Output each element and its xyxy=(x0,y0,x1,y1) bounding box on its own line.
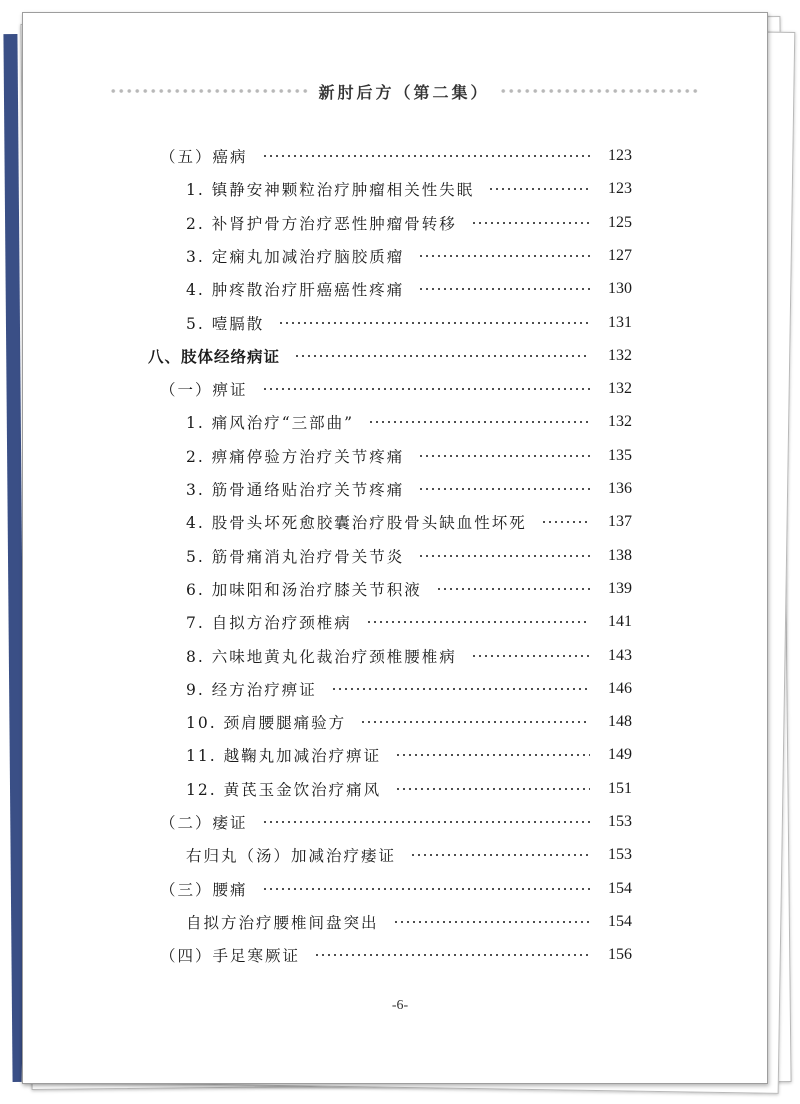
toc-entry[interactable] xyxy=(160,377,632,401)
toc-entry-title: （二）痿证 xyxy=(160,814,248,832)
dot-leader xyxy=(366,621,590,623)
toc-entry-title: 5. 筋骨痛消丸治疗骨关节炎 xyxy=(186,547,405,566)
dot-leader xyxy=(395,788,590,790)
dot-leader xyxy=(436,588,590,590)
toc-entry-title: 1. 镇静安神颗粒治疗肿瘤相关性失眠 xyxy=(186,181,475,200)
toc-entry-page: 139 xyxy=(608,579,632,597)
toc-entry-title: 八、肢体经络病证 xyxy=(148,346,281,366)
dot-leader xyxy=(331,688,590,690)
toc-entry-page: 153 xyxy=(608,846,632,864)
toc-entry[interactable] xyxy=(186,710,632,734)
toc-entry-title: 4. 肿疼散治疗肝癌癌性疼痛 xyxy=(186,281,405,300)
toc-entry-title: 4. 股骨头坏死愈胶囊治疗股骨头缺血性坏死 xyxy=(186,514,527,533)
toc-entry[interactable] xyxy=(186,843,632,867)
toc-entry[interactable] xyxy=(186,610,632,634)
toc-entry[interactable] xyxy=(160,943,632,967)
toc-entry-page: 149 xyxy=(608,746,632,764)
book-title: 新肘后方（第二集） xyxy=(318,82,490,102)
toc-entry-page: 153 xyxy=(608,813,632,830)
toc-entry[interactable] xyxy=(186,244,632,268)
dot-leader xyxy=(278,322,590,324)
toc-entry-page: 125 xyxy=(608,213,632,231)
toc-entry-title: 11. 越鞠丸加减治疗痹证 xyxy=(186,747,382,766)
dot-leader xyxy=(471,655,590,657)
toc-entry[interactable] xyxy=(186,544,632,568)
toc-entry-page: 148 xyxy=(608,713,632,731)
toc-entry-title: （五）癌病 xyxy=(160,148,248,166)
toc-entry-page: 156 xyxy=(608,946,632,964)
toc-entry-title: 12. 黄芪玉金饮治疗痛风 xyxy=(186,780,382,799)
toc-entry-page: 132 xyxy=(608,413,632,431)
toc-entry-page: 131 xyxy=(608,313,632,331)
toc-entry-page: 136 xyxy=(608,480,632,497)
toc-entry-title: （三）腰痛 xyxy=(160,880,248,899)
toc-entry-page: 143 xyxy=(608,646,632,664)
toc-entry-title: 10. 颈肩腰腿痛验方 xyxy=(186,714,347,733)
dot-leader xyxy=(262,821,590,823)
toc-entry-page: 154 xyxy=(608,879,632,897)
toc-entry-title: （一）痹证 xyxy=(160,381,248,400)
running-header xyxy=(110,78,698,104)
dot-leader xyxy=(418,555,590,557)
toc-entry-title: （四）手足寒厥证 xyxy=(160,947,301,966)
dot-leader xyxy=(418,288,590,290)
toc-entry[interactable] xyxy=(186,177,632,201)
toc-entry-page: 146 xyxy=(608,679,632,697)
toc-entry-page: 127 xyxy=(608,246,632,264)
dot-leader xyxy=(488,188,590,190)
toc-entry[interactable] xyxy=(186,277,632,301)
toc-entry[interactable] xyxy=(186,477,632,501)
toc-entry[interactable] xyxy=(186,444,632,468)
page-number: -6- xyxy=(391,998,409,1013)
toc-entry-title: 右归丸（汤）加减治疗痿证 xyxy=(186,847,397,866)
toc-entry[interactable] xyxy=(186,743,632,767)
dot-leader xyxy=(262,888,590,890)
toc-entry-page: 123 xyxy=(608,147,632,164)
toc-entry-page: 138 xyxy=(608,546,632,564)
dot-leader xyxy=(314,954,590,956)
toc-entry-title: 5. 噎膈散 xyxy=(186,314,265,333)
toc-entry-title: 3. 定痫丸加减治疗脑胶质瘤 xyxy=(186,247,405,266)
toc-entry[interactable] xyxy=(186,910,632,934)
dot-leader xyxy=(294,355,590,357)
toc-entry-title: 2. 痹痛停验方治疗关节疼痛 xyxy=(186,447,405,466)
toc-entry-title: 7. 自拟方治疗颈椎病 xyxy=(186,614,352,633)
toc-entry-page: 137 xyxy=(608,513,632,531)
toc-entry[interactable] xyxy=(186,644,632,668)
dot-leader xyxy=(360,721,590,723)
toc-entry-page: 154 xyxy=(608,912,632,930)
dot-leader xyxy=(262,388,590,390)
toc-entry[interactable] xyxy=(148,344,632,368)
dot-leader xyxy=(262,155,590,157)
header-ornament-left xyxy=(110,87,309,95)
dot-leader xyxy=(418,255,590,257)
dot-leader xyxy=(471,222,590,224)
toc-entry-page: 151 xyxy=(608,779,632,797)
toc-entry[interactable] xyxy=(186,577,632,601)
toc-entry-title: 自拟方治疗腰椎间盘突出 xyxy=(186,913,379,932)
dot-leader xyxy=(418,455,590,457)
toc-entry-title: 3. 筋骨通络贴治疗关节疼痛 xyxy=(186,481,405,499)
dot-leader xyxy=(541,521,590,523)
toc-entry-page: 132 xyxy=(608,346,632,364)
toc-entry[interactable] xyxy=(186,677,632,701)
toc-entry[interactable] xyxy=(160,810,632,834)
toc-entry-page: 123 xyxy=(608,180,632,198)
toc-entry-title: 1. 痛风治疗“三部曲” xyxy=(186,414,355,433)
toc-entry-page: 132 xyxy=(608,380,632,398)
toc-entry[interactable] xyxy=(160,877,632,901)
toc-entry[interactable] xyxy=(186,777,632,801)
toc-entry[interactable] xyxy=(160,144,632,168)
dot-leader xyxy=(395,754,590,756)
toc-entry[interactable] xyxy=(186,311,632,335)
dot-leader xyxy=(368,421,590,423)
toc-entry[interactable] xyxy=(186,410,632,434)
toc-entry-title: 2. 补肾护骨方治疗恶性肿瘤骨转移 xyxy=(186,214,457,233)
dot-leader xyxy=(418,488,590,490)
toc-entry-page: 130 xyxy=(608,280,632,298)
toc-entry-title: 8. 六味地黄丸化裁治疗颈椎腰椎病 xyxy=(186,647,457,666)
toc-entry-title: 6. 加味阳和汤治疗膝关节积液 xyxy=(186,580,422,599)
toc-entry[interactable] xyxy=(186,510,632,534)
toc-entry-page: 141 xyxy=(608,613,632,631)
dot-leader xyxy=(393,921,590,923)
toc-entry-title: 9. 经方治疗痹证 xyxy=(186,680,317,699)
header-ornament-right xyxy=(500,87,699,95)
dot-leader xyxy=(410,854,590,856)
toc-entry[interactable] xyxy=(186,211,632,235)
toc-entry-page: 135 xyxy=(608,446,632,464)
